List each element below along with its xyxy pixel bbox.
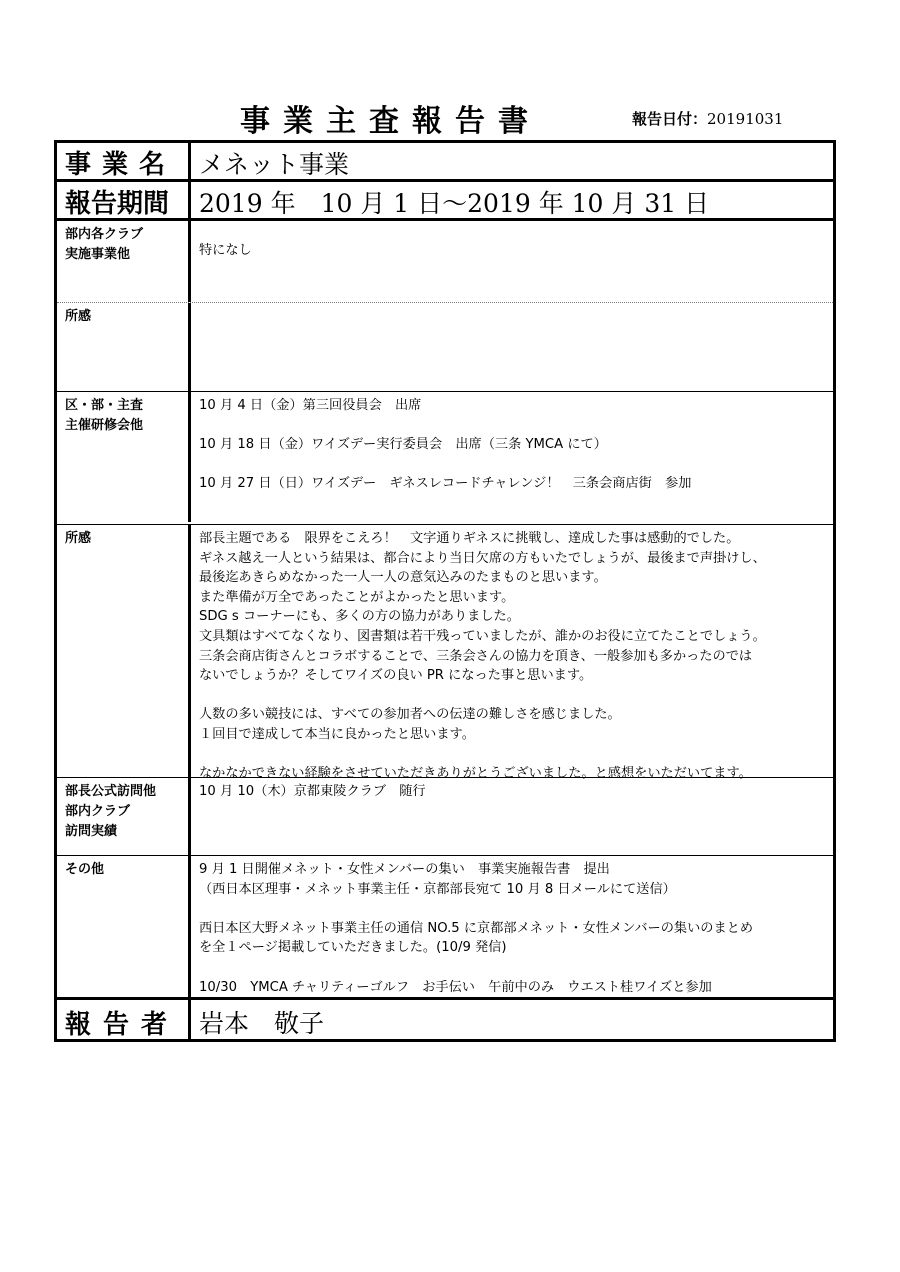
report-form	[54, 140, 836, 1042]
district-event-item: 10 月 4 日（金）第三回役員会 出席	[199, 398, 422, 413]
impression-line: 文具類はすべてなくなり、図書類は若干残っていましたが、誰かのお役に立てたことでしょう。	[199, 628, 766, 644]
district-impressions-content	[199, 529, 829, 784]
impression-line: なかなかできない経験をさせていただきありがとうございました。と感想をいただいてます。	[199, 766, 752, 782]
others-content	[199, 860, 829, 997]
row-period	[57, 179, 833, 218]
document-title: 事業主査報告書	[240, 104, 541, 139]
report-date-value: 20191031	[707, 110, 784, 128]
club-impressions-label: 所感	[65, 309, 92, 324]
club-events-line: 特になし	[199, 243, 252, 258]
district-event-item: 10 月 18 日（金）ワイズデー実行委員会 出席（三条 YMCA にて）	[199, 437, 607, 453]
official-visits-label: 部長公式訪問他 部内クラブ 訪問実績	[65, 784, 157, 839]
row-project	[57, 143, 833, 179]
district-event-item: 10 月 27 日（日）ワイズデー ギネスレコードチャレンジ！ 三条会商店街 参加	[199, 476, 692, 492]
other-line: を全１ページ掲載していただきました。(10/9 発信)	[199, 940, 507, 956]
district-events-content	[199, 396, 829, 494]
reporter-value: 岩本 敬子	[199, 1009, 325, 1038]
club-events-label: 部内各クラブ 実施事業他	[65, 227, 144, 262]
other-line: 9 月 1 日開催メネット・女性メンバーの集い 事業実施報告書 提出	[199, 862, 610, 877]
impression-line: 部長主題である 限界をこえろ！ 文字通りギネスに挑戦し、達成した事は感動的でした。	[199, 531, 740, 546]
row-district-impressions	[57, 524, 833, 782]
other-line: （西日本区理事・メネット事業主任・京都部長宛て 10 月 8 日メールにて送信）	[199, 881, 676, 897]
row-club-impressions	[57, 302, 833, 392]
other-line: 10/30 YMCA チャリティーゴルフ お手伝い 午前中のみ ウエスト桂ワイズと参加	[199, 979, 712, 995]
project-value: メネット事業	[199, 150, 350, 179]
club-events-content	[199, 241, 829, 261]
impression-line: 人数の多い競技には、すべての参加者への伝達の難しさを感じました。	[199, 707, 621, 723]
visit-item: 10 月 10（木）京都東陵クラブ 随行	[199, 784, 426, 799]
row-district-events	[57, 391, 833, 522]
report-date-label: 報告日付：	[632, 110, 708, 128]
row-others	[57, 855, 833, 998]
reporter-label: 報告者	[65, 1010, 180, 1040]
row-reporter	[57, 997, 833, 1042]
row-official-visits	[57, 777, 833, 856]
period-label: 報告期間	[65, 189, 170, 219]
impression-line: ないでしょうか？そしてワイズの良い PR になった事と思います。	[199, 668, 593, 684]
district-events-label: 区・部・主査 主催研修会他	[65, 398, 144, 433]
report-date	[632, 108, 783, 129]
row-club-events	[57, 218, 833, 302]
impression-line: SDG s コーナーにも、多くの方の協力がありました。	[199, 609, 520, 625]
others-label: その他	[65, 862, 105, 877]
project-label: 事業名	[65, 150, 177, 180]
official-visits-content	[199, 782, 829, 802]
impression-line: 三条会商店街さんとコラボすることで、三条会さんの協力を頂き、一般参加も多かったのでは	[199, 648, 753, 664]
district-impressions-label: 所感	[65, 531, 92, 546]
other-line: 西日本区大野メネット事業主任の通信 NO.5 に京都部メネット・女性メンバーの集いのまとめ	[199, 920, 754, 936]
period-value: 2019 年 10 月 1 日～2019 年 10 月 31 日	[199, 189, 710, 218]
impression-line: ギネス越え一人という結果は、都合により当日欠席の方もいたでしょうが、最後まで声掛けし、	[199, 550, 766, 566]
impression-line: １回目で達成して本当に良かったと思います。	[199, 726, 475, 742]
impression-line: また準備が万全であったことがよかったと思います。	[199, 589, 515, 605]
impression-line: 最後迄あきらめなかった一人一人の意気込みのたまものと思います。	[199, 570, 607, 586]
